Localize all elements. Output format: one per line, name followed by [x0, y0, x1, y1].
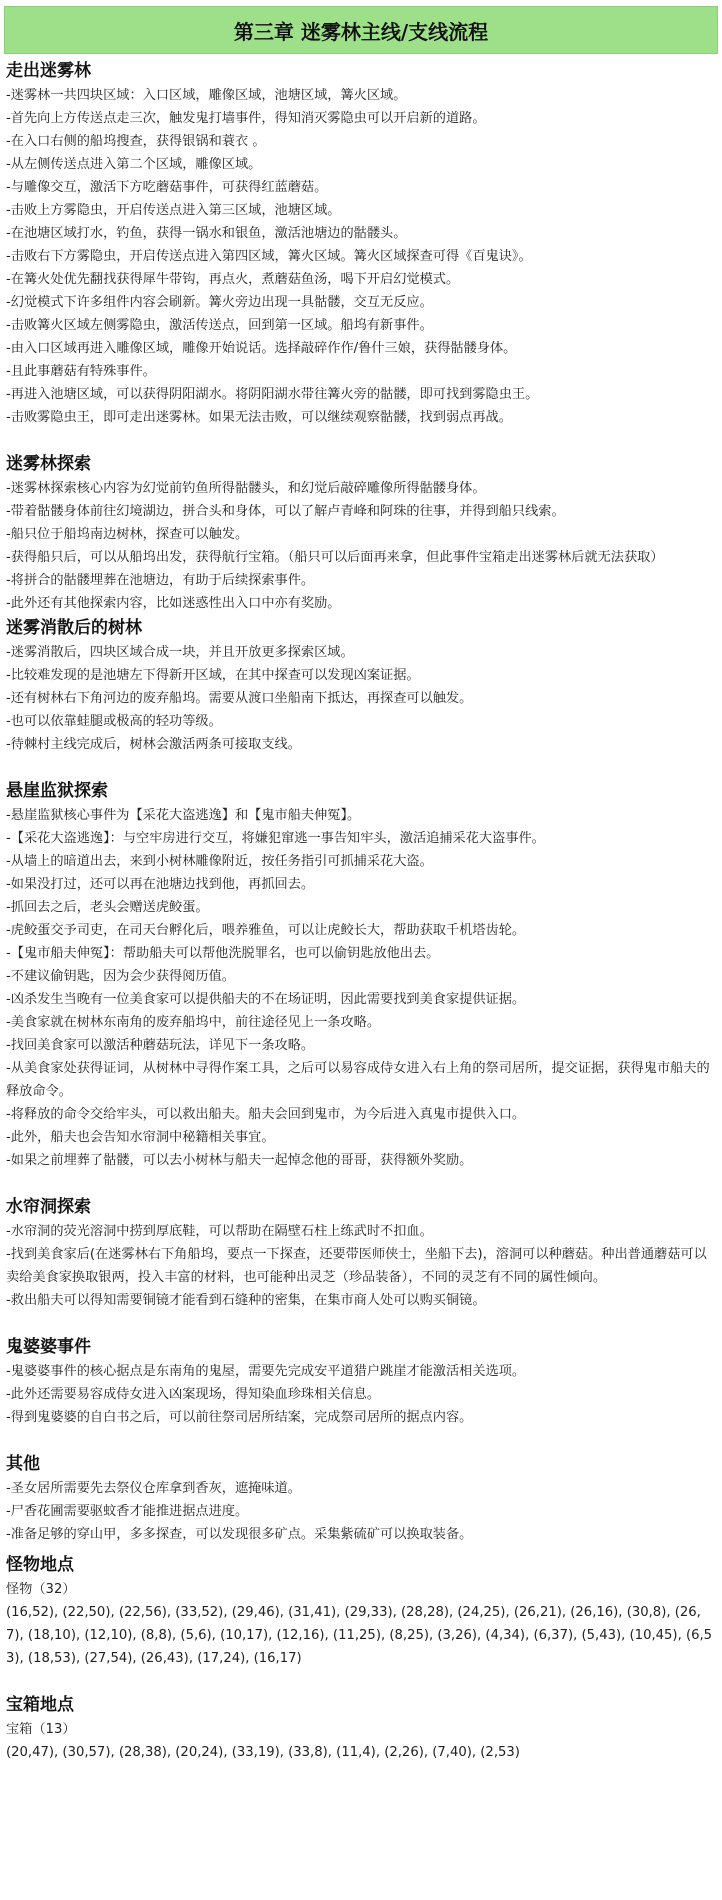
section-line: -从美食家处获得证词，从树林中寻得作案工具，之后可以易容成侍女进入右上角的祭司居所，提交证据，获得鬼市船夫的释放命令。: [6, 1061, 710, 1099]
section-line: -首先向上方传送点走三次，触发鬼打墙事件，得知消灭雾隐虫可以开启新的道路。: [6, 111, 486, 126]
spacer: [6, 1670, 716, 1692]
section-heading: 怪物地点: [6, 1555, 74, 1575]
section-heading: 鬼婆婆事件: [6, 1337, 91, 1357]
section-line: -抓回去之后，老头会赠送虎鲛蛋。: [6, 900, 209, 915]
section-heading: 走出迷雾林: [6, 61, 91, 81]
section-line: -得到鬼婆婆的自白书之后，可以前往祭司居所结案，完成祭司居所的据点内容。: [6, 1410, 473, 1425]
section-line: -不建议偷钥匙，因为会少获得阅历值。: [6, 969, 235, 984]
section-line: -迷雾消散后，四块区域合成一块，并且开放更多探索区域。: [6, 645, 354, 660]
section-line: -圣女居所需要先去祭仪仓库拿到香灰，遮掩味道。: [6, 1481, 301, 1496]
spacer: [6, 1172, 716, 1194]
section-line: -在篝火处优先翻找获得犀牛带钩，再点火，煮蘑菇鱼汤，喝下开启幻觉模式。: [6, 272, 460, 287]
section-line: -救出船夫可以得知需要铜镜才能看到石缝种的密集，在集市商人处可以购买铜镜。: [6, 1293, 486, 1308]
section-line: -找到美食家后(在迷雾林右下角船坞，要点一下探查，还要带医师侠士，坐船下去)，溶洞可以种蘑菇。种出普通蘑菇可以卖给美食家换取银两，投入丰富的材料，也可能种出灵芝（珍品装备），不同的灵芝有不同的属性倾向。: [6, 1247, 707, 1285]
page-title: 第三章 迷雾林主线/支线流程: [4, 6, 718, 54]
section-line: -找回美食家可以激活种蘑菇玩法，详见下一条攻略。: [6, 1038, 315, 1053]
section-line: -船只位于船坞南边树林，探查可以触发。: [6, 527, 249, 542]
section-heading: 悬崖监狱探索: [6, 781, 108, 801]
section-monster-locations: [6, 1552, 716, 1670]
section-line: -击败上方雾隐虫，开启传送点进入第三区域，池塘区域。: [6, 203, 341, 218]
section-line: -从墙上的暗道出去，来到小树林雕像附近，按任务指引可抓捕采花大盗。: [6, 854, 433, 869]
section-line: -也可以依靠蛙腿或极高的轻功等级。: [6, 714, 222, 729]
section-water-curtain-cave: [6, 1194, 716, 1312]
section-line: -再进入池塘区域，可以获得阴阳湖水。将阴阳湖水带往篝火旁的骷髅，即可找到雾隐虫王。: [6, 387, 539, 402]
section-line: -美食家就在树林东南角的废弃船坞中，前往途径见上一条攻略。: [6, 1015, 381, 1030]
spacer: [6, 756, 716, 778]
section-line: -比较难发现的是池塘左下得新开区域，在其中探查可以发现凶案证据。: [6, 668, 420, 683]
section-line: -在池塘区域打水，钓鱼，获得一锅水和银鱼，激活池塘边的骷髅头。: [6, 226, 407, 241]
section-heading: 其他: [6, 1454, 40, 1474]
section-forest-after-mist: [6, 615, 716, 756]
section-line: -将释放的命令交给牢头，可以救出船夫。船夫会回到鬼市，为今后进入真鬼市提供入口。: [6, 1107, 526, 1122]
section-line: -还有树林右下角河边的废弃船坞。需要从渡口坐船南下抵达，再探查可以触发。: [6, 691, 473, 706]
guide-page: [0, 6, 722, 1900]
section-mist-forest-explore: [6, 451, 716, 615]
monster-coordinates: (16,52), (22,50), (22,56), (33,52), (29,46), (31,41), (29,33), (28,28), (24,25), (26,21), (26,16), (30,8), (26,7), (18,10), (12,10), (8,8), (5,6), (10,17), (12,16), (11,25), (8,25), (3,26), (4,34), (6,37), (5,43), (10,45), (6,53), (18,53), (27,54), (26,43), (17,24), (16,17): [6, 1605, 713, 1666]
section-line: -待棘村主线完成后，树林会激活两条可接取支线。: [6, 737, 301, 752]
section-line: -此外还需要易容成侍女进入凶案现场，得知染血珍珠相关信息。: [6, 1387, 381, 1402]
section-line: -【采花大盗逃逸】：与空牢房进行交互，将嫌犯窜逃一事告知牢头，激活追捕采花大盗事件。: [6, 831, 545, 846]
section-line: -水帘洞的荧光溶洞中捞到厚底鞋，可以帮助在隔壁石柱上练武时不扣血。: [6, 1224, 433, 1239]
chest-coordinates: (20,47), (30,57), (28,38), (20,24), (33,19), (33,8), (11,4), (2,26), (7,40), (2,53): [6, 1745, 520, 1760]
chest-count: 宝箱（13）: [6, 1722, 76, 1737]
section-line: -虎鲛蛋交予司吏，在司天台孵化后，喂养雅鱼，可以让虎鲛长大，帮助获取千机塔齿轮。: [6, 923, 526, 938]
section-heading: 水帘洞探索: [6, 1197, 91, 1217]
section-line: -悬崖监狱核心事件为【采花大盗逃逸】和【鬼市船夫伸冤】。: [6, 808, 361, 823]
section-line: -与雕像交互，激活下方吃蘑菇事件，可获得红蓝蘑菇。: [6, 180, 328, 195]
section-line: -且此事蘑菇有特殊事件。: [6, 364, 156, 379]
section-line: -如果没打过，还可以再在池塘边找到他，再抓回去。: [6, 877, 315, 892]
section-line: -如果之前埋葬了骷髅，可以去小树林与船夫一起悼念他的哥哥，获得额外奖励。: [6, 1153, 473, 1168]
section-line: -将拼合的骷髅埋葬在池塘边，有助于后续探索事件。: [6, 573, 315, 588]
spacer: [6, 1429, 716, 1451]
section-line: -带着骷髅身体前往幻境湖边，拼合头和身体，可以了解卢青峰和阿珠的往事，并得到船只线索。: [6, 504, 565, 519]
section-chest-locations: [6, 1692, 716, 1764]
section-line: -在入口右侧的船坞搜查，获得银锅和蓑衣 。: [6, 134, 266, 149]
section-line: -击败篝火区域左侧雾隐虫，激活传送点，回到第一区域。船坞有新事件。: [6, 318, 433, 333]
section-line: -准备足够的穿山甲，多多探查，可以发现很多矿点。采集紫硫矿可以换取装备。: [6, 1527, 473, 1542]
section-line: -由入口区域再进入雕像区域，雕像开始说话。选择敲碎作作/鲁什三娘，获得骷髅身体。: [6, 341, 517, 356]
section-line: -凶杀发生当晚有一位美食家可以提供船夫的不在场证明，因此需要找到美食家提供证据。: [6, 992, 526, 1007]
section-heading: 迷雾消散后的树林: [6, 618, 142, 638]
section-line: -【鬼市船夫伸冤】：帮助船夫可以帮他洗脱罪名，也可以偷钥匙放他出去。: [6, 946, 440, 961]
spacer: [6, 429, 716, 451]
section-line: -迷雾林一共四块区域：入口区域，雕像区域，池塘区域，篝火区域。: [6, 88, 407, 103]
section-line: -鬼婆婆事件的核心据点是东南角的鬼屋，需要先完成安平道猎户跳崖才能激活相关选项。: [6, 1364, 526, 1379]
guide-content: [0, 54, 722, 1764]
section-leave-mist-forest: [6, 58, 716, 429]
section-line: -此外还有其他探索内容，比如迷惑性出入口中亦有奖励。: [6, 596, 341, 611]
section-cliff-prison: [6, 778, 716, 1172]
section-line: -击败右下方雾隐虫，开启传送点进入第四区域，篝火区域。篝火区域探查可得《百鬼诀》。: [6, 249, 532, 264]
section-heading: 宝箱地点: [6, 1695, 74, 1715]
section-line: -获得船只后，可以从船坞出发，获得航行宝箱。（船只可以后面再来拿，但此事件宝箱走出迷雾林后就无法获取）: [6, 550, 664, 565]
section-heading: 迷雾林探索: [6, 454, 91, 474]
monster-count: 怪物（32）: [6, 1582, 76, 1597]
spacer: [6, 1312, 716, 1334]
section-ghost-granny: [6, 1334, 716, 1429]
section-line: -幻觉模式下许多组件内容会刷新。篝火旁边出现一具骷髅，交互无反应。: [6, 295, 433, 310]
section-line: -尸香花圃需要驱蚊香才能推进据点进度。: [6, 1504, 249, 1519]
section-line: -击败雾隐虫王，即可走出迷雾林。如果无法击败，可以继续观察骷髅，找到弱点再战。: [6, 410, 512, 425]
section-line: -此外，船夫也会告知水帘洞中秘籍相关事宜。: [6, 1130, 275, 1145]
section-other: [6, 1451, 716, 1546]
section-line: -迷雾林探索核心内容为幻觉前钓鱼所得骷髅头，和幻觉后敲碎雕像所得骷髅身体。: [6, 481, 486, 496]
section-line: -从左侧传送点进入第二个区域，雕像区域。: [6, 157, 262, 172]
